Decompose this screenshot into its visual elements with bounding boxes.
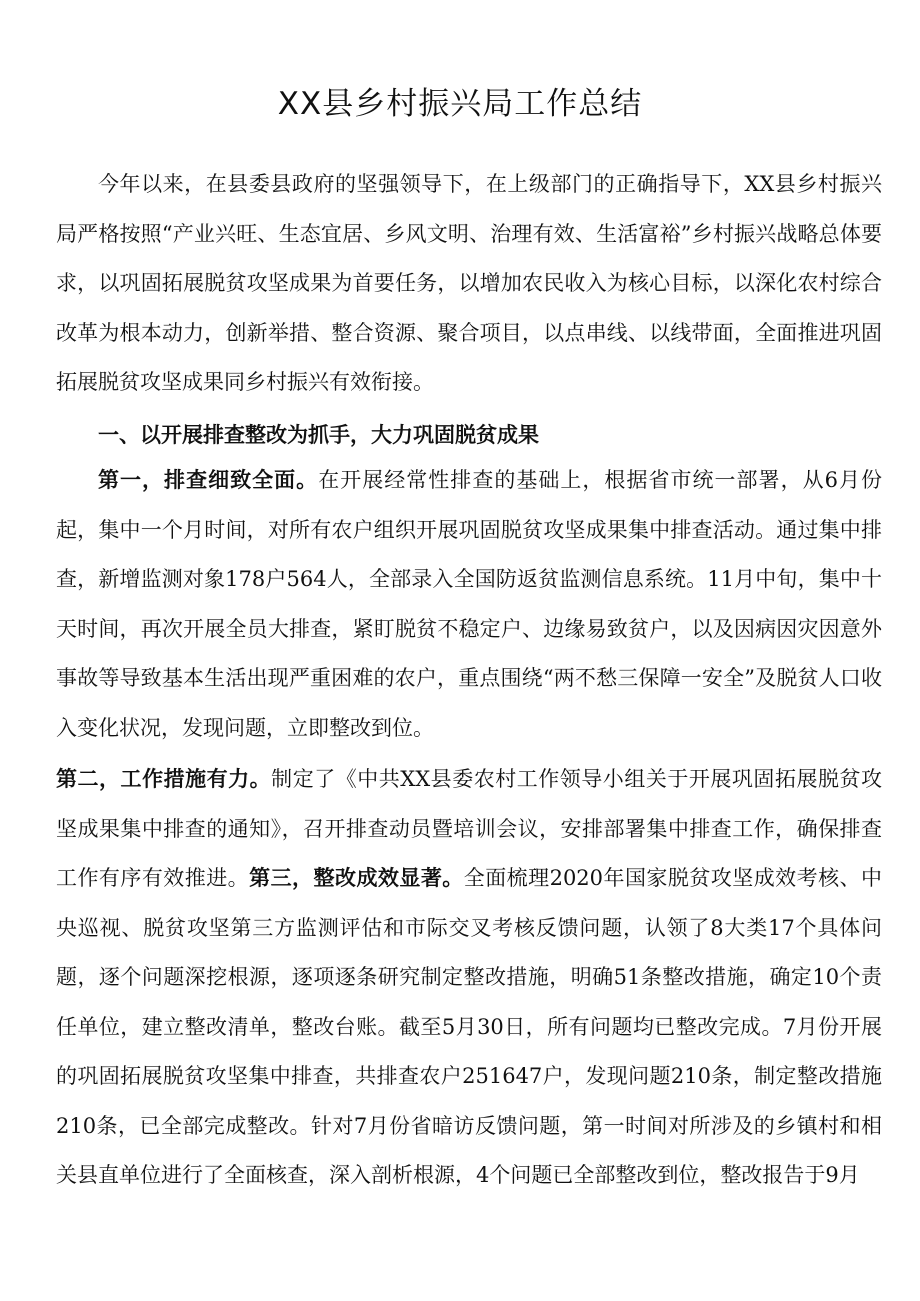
point-one-text: 在开展经常性排查的基础上，根据省市统一部署，从6月份起，集中一个月时间，对所有农户组织开展巩固脱贫攻坚成果集中排查活动。通过集中排查，新增监测对象178户564人，全部录入全国防返贫监测信息系统。11月中旬，集中十天时间，再次开展全员大排查，紧盯脱贫不稳定户、边缘易致贫户，以及因病因灾因意外事故等导致基本生活出现严重困难的农户，重点围绕“两不愁三保障一安全”及脱贫人口收入变化状况，发现问题，立即整改到位。: [56, 468, 883, 740]
point-one-paragraph: [56, 456, 882, 753]
point-two-label: 第二，工作措施有力。: [56, 767, 272, 791]
point-three-label: 第三，整改成效显著。: [249, 866, 464, 890]
point-three-text: 全面梳理2020年国家脱贫攻坚成效考核、中央巡视、脱贫攻坚第三方监测评估和市际交叉考核反馈问题，认领了8大类17个具体问题，逐个问题深挖根源，逐项逐条研究制定整改措施，明确51条整改措施，确定10个责任单位，建立整改清单，整改台账。截至5月30日，所有问题均已整改完成。7月份开展的巩固拓展脱贫攻坚集中排查，共排查农户251647户，发现问题210条，制定整改措施210条，已全部完成整改。针对7月份省暗访反馈问题，第一时间对所涉及的乡镇村和相关县直单位进行了全面核查，深入剖析根源，4个问题已全部整改到位，整改报告于9月: [56, 866, 883, 1187]
point-one-label: 第一，排查细致全面。: [98, 468, 319, 492]
intro-paragraph: 今年以来，在县委县政府的坚强领导下，在上级部门的正确指导下，XX县乡村振兴局严格按照“产业兴旺、生态宜居、乡风文明、治理有效、生活富裕”乡村振兴战略总体要求，以巩固拓展脱贫攻坚成果为首要任务，以增加农民收入为核心目标，以深化农村综合改革为根本动力，创新举措、整合资源、聚合项目，以点串线、以线带面，全面推进巩固拓展脱贫攻坚成果同乡村振兴有效衔接。: [56, 172, 882, 394]
document-title: XX县乡村振兴局工作总结: [277, 86, 643, 122]
section-heading: 一、以开展排查整改为抓手，大力巩固脱贫成果: [98, 423, 539, 447]
point-two-text: 制定了《中共XX县委农村工作领导小组关于开展巩固拓展脱贫攻坚成果集中排查的通知》，召开排查动员暨培训会议，安排部署集中排查工作，确保排查工作有序有效推进。: [56, 767, 883, 890]
points-two-three-paragraph: [56, 755, 882, 1201]
